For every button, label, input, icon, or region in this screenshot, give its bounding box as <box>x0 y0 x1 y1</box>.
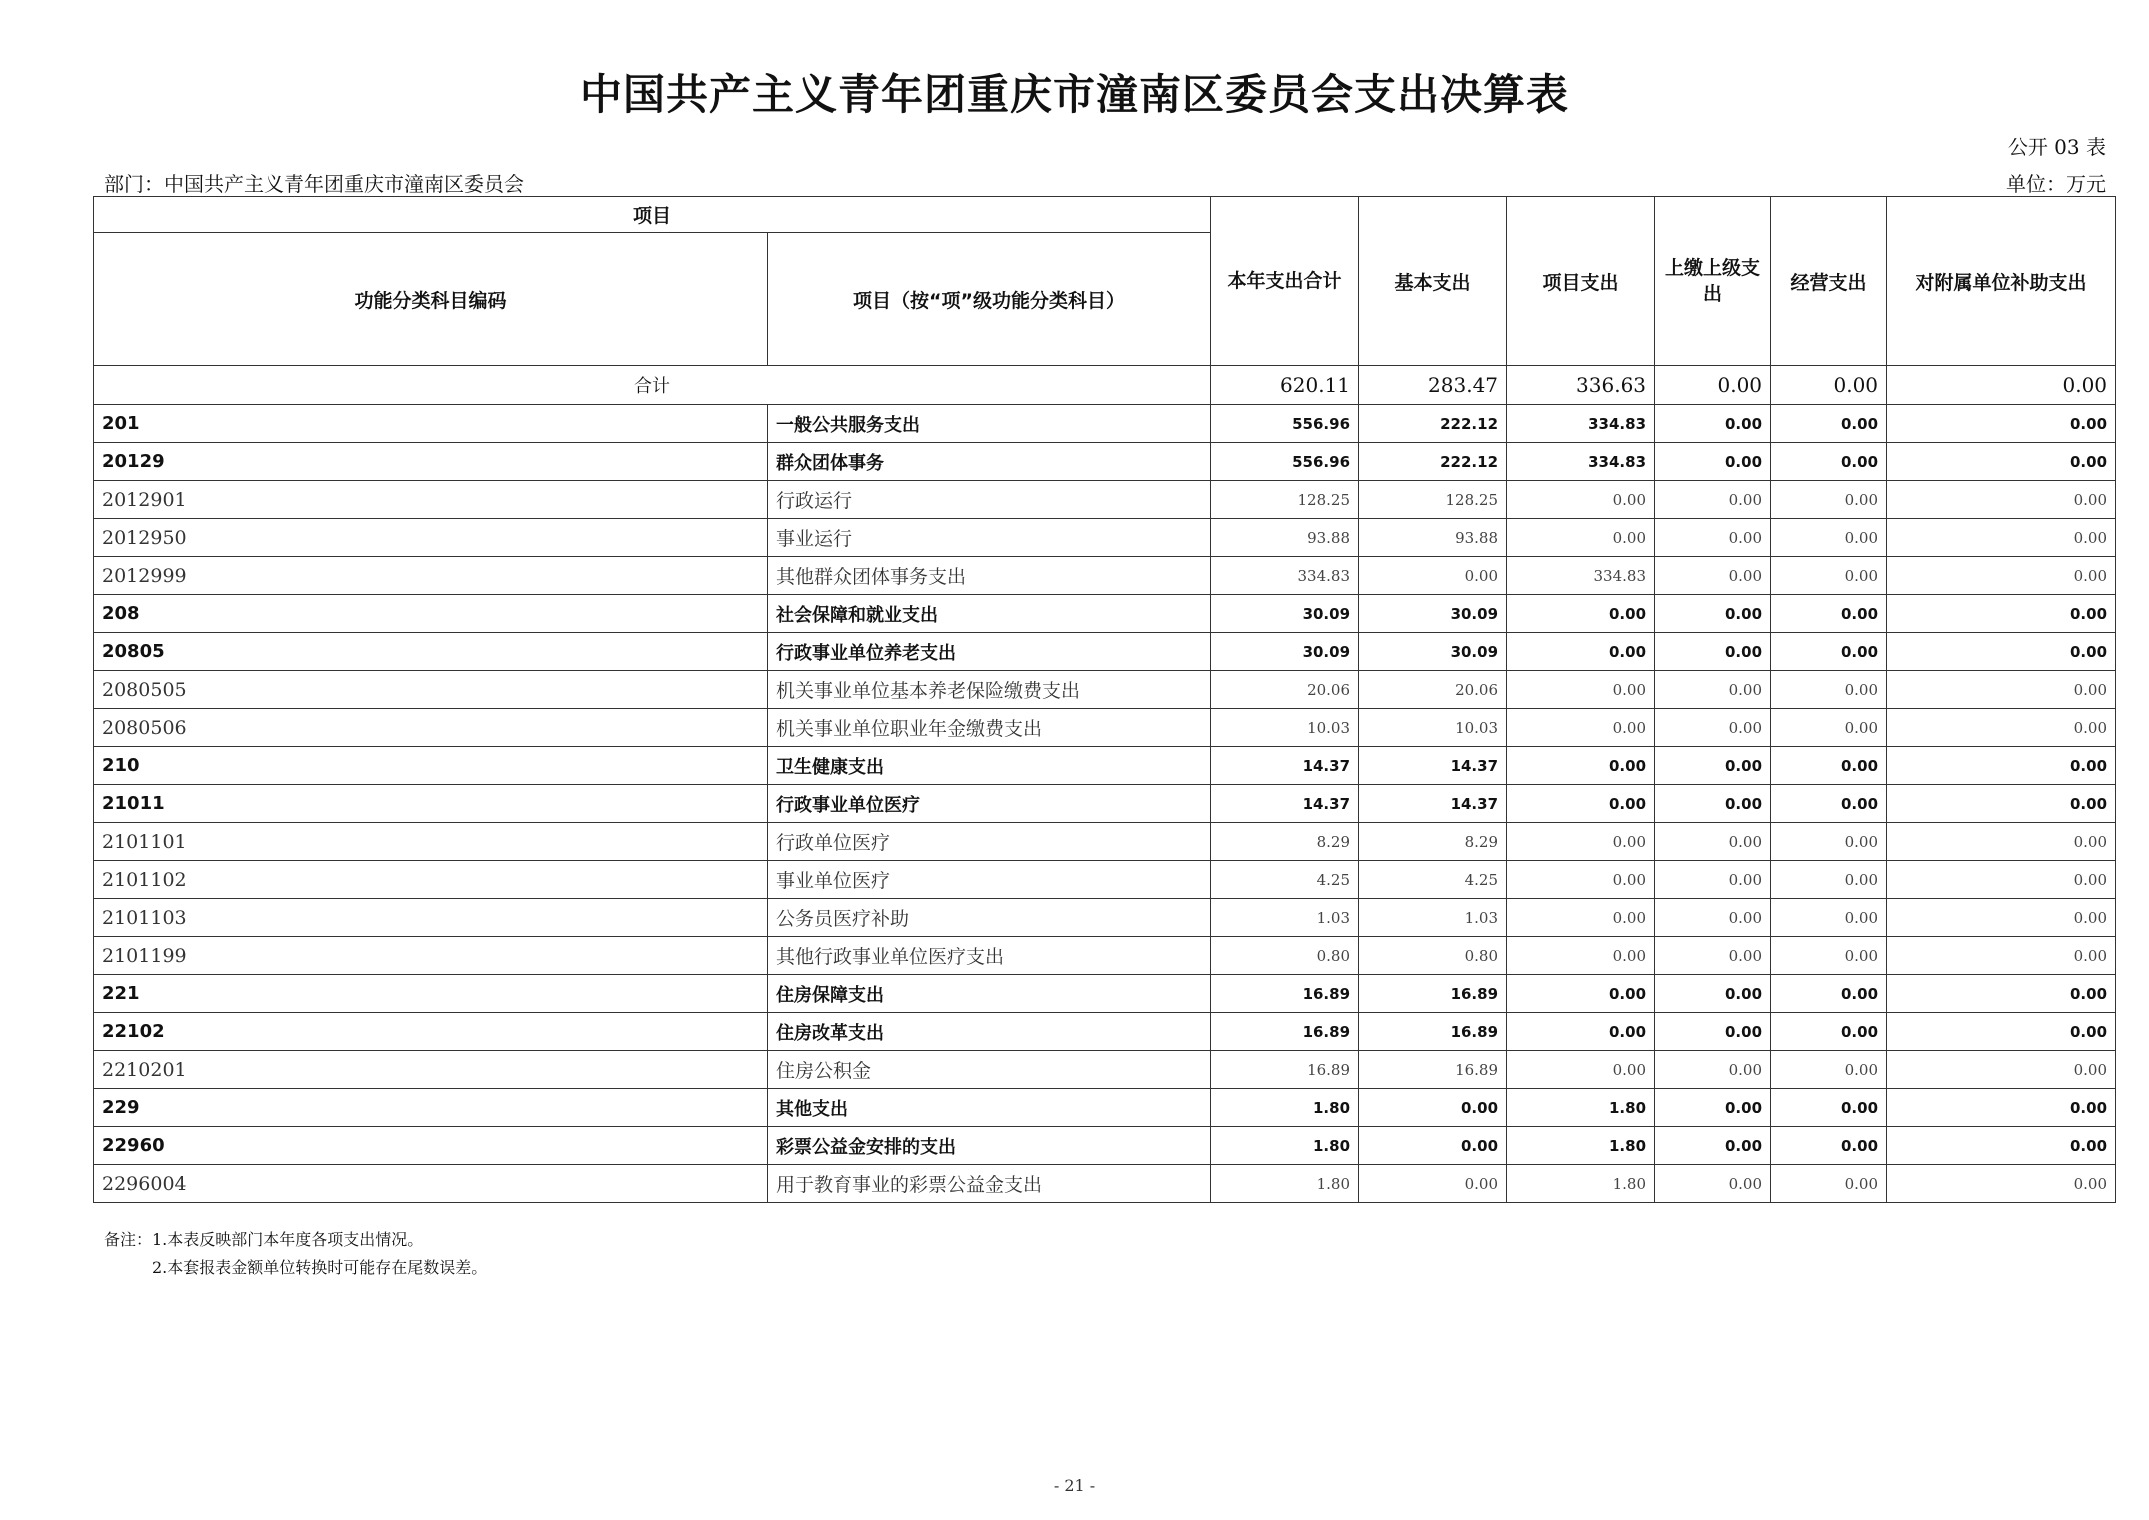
table-row <box>94 633 2116 671</box>
row-value: 0.00 <box>1507 899 1655 937</box>
row-value: 0.00 <box>1655 1089 1771 1127</box>
total-value: 283.47 <box>1359 366 1507 405</box>
row-value: 334.83 <box>1211 557 1359 595</box>
row-code: 2012901 <box>94 481 768 519</box>
row-name: 住房公积金 <box>768 1051 1211 1089</box>
table-row <box>94 671 2116 709</box>
row-value: 0.00 <box>1655 405 1771 443</box>
row-value: 0.00 <box>1771 1013 1887 1051</box>
row-value: 0.00 <box>1507 823 1655 861</box>
row-value: 0.00 <box>1359 557 1507 595</box>
row-value: 334.83 <box>1507 405 1655 443</box>
row-value: 8.29 <box>1359 823 1507 861</box>
row-value: 0.00 <box>1771 633 1887 671</box>
row-value: 334.83 <box>1507 557 1655 595</box>
total-value: 0.00 <box>1887 366 2116 405</box>
row-name: 事业运行 <box>768 519 1211 557</box>
row-value: 0.00 <box>1887 633 2116 671</box>
row-value: 0.00 <box>1507 1051 1655 1089</box>
row-value: 20.06 <box>1359 671 1507 709</box>
row-value: 0.00 <box>1771 1089 1887 1127</box>
row-name: 行政运行 <box>768 481 1211 519</box>
row-value: 0.00 <box>1655 709 1771 747</box>
expenditure-table <box>93 196 2116 1203</box>
row-name: 其他群众团体事务支出 <box>768 557 1211 595</box>
row-value: 0.00 <box>1655 481 1771 519</box>
total-value: 336.63 <box>1507 366 1655 405</box>
row-value: 1.80 <box>1507 1127 1655 1165</box>
table-row <box>94 975 2116 1013</box>
row-value: 0.00 <box>1771 861 1887 899</box>
row-value: 0.00 <box>1771 823 1887 861</box>
row-code: 20805 <box>94 633 768 671</box>
table-row <box>94 861 2116 899</box>
row-value: 0.00 <box>1887 747 2116 785</box>
row-value: 0.00 <box>1887 443 2116 481</box>
row-value: 16.89 <box>1211 1051 1359 1089</box>
row-value: 0.00 <box>1655 443 1771 481</box>
row-value: 0.00 <box>1655 747 1771 785</box>
row-value: 4.25 <box>1359 861 1507 899</box>
row-value: 0.00 <box>1887 671 2116 709</box>
row-value: 1.80 <box>1211 1089 1359 1127</box>
header-upper: 上缴上级支出 <box>1655 197 1771 366</box>
row-value: 0.00 <box>1507 1013 1655 1051</box>
row-value: 0.00 <box>1771 405 1887 443</box>
table-row <box>94 785 2116 823</box>
row-value: 0.00 <box>1771 899 1887 937</box>
row-value: 30.09 <box>1211 595 1359 633</box>
row-value: 16.89 <box>1359 1013 1507 1051</box>
row-value: 8.29 <box>1211 823 1359 861</box>
row-name: 行政事业单位养老支出 <box>768 633 1211 671</box>
row-name: 用于教育事业的彩票公益金支出 <box>768 1165 1211 1203</box>
header-code: 功能分类科目编码 <box>94 233 768 366</box>
row-value: 0.00 <box>1507 671 1655 709</box>
row-value: 1.03 <box>1359 899 1507 937</box>
row-code: 201 <box>94 405 768 443</box>
row-name: 公务员医疗补助 <box>768 899 1211 937</box>
row-value: 0.00 <box>1887 937 2116 975</box>
row-value: 0.00 <box>1771 1127 1887 1165</box>
row-value: 0.00 <box>1771 481 1887 519</box>
table-row <box>94 557 2116 595</box>
row-code: 2101102 <box>94 861 768 899</box>
row-code: 2296004 <box>94 1165 768 1203</box>
row-name: 行政单位医疗 <box>768 823 1211 861</box>
row-code: 2080506 <box>94 709 768 747</box>
row-value: 0.00 <box>1655 519 1771 557</box>
row-value: 0.00 <box>1655 1051 1771 1089</box>
row-value: 0.00 <box>1887 1051 2116 1089</box>
row-value: 0.00 <box>1655 1127 1771 1165</box>
unit-label: 单位：万元 <box>2006 172 2106 196</box>
row-name: 社会保障和就业支出 <box>768 595 1211 633</box>
row-value: 0.00 <box>1771 1165 1887 1203</box>
table-row <box>94 443 2116 481</box>
row-value: 0.00 <box>1507 633 1655 671</box>
row-value: 14.37 <box>1359 747 1507 785</box>
table-row <box>94 823 2116 861</box>
total-value: 0.00 <box>1655 366 1771 405</box>
notes <box>104 1226 487 1282</box>
row-name: 事业单位医疗 <box>768 861 1211 899</box>
row-value: 0.00 <box>1771 443 1887 481</box>
row-value: 30.09 <box>1359 595 1507 633</box>
table-row <box>94 595 2116 633</box>
row-name: 行政事业单位医疗 <box>768 785 1211 823</box>
row-code: 20129 <box>94 443 768 481</box>
row-value: 0.00 <box>1507 861 1655 899</box>
row-value: 0.00 <box>1771 975 1887 1013</box>
row-value: 0.00 <box>1655 1013 1771 1051</box>
row-value: 334.83 <box>1507 443 1655 481</box>
total-row <box>94 366 2116 405</box>
row-value: 0.00 <box>1771 1051 1887 1089</box>
row-value: 0.00 <box>1507 595 1655 633</box>
row-name: 一般公共服务支出 <box>768 405 1211 443</box>
form-number: 公开 03 表 <box>2007 135 2106 159</box>
row-value: 0.00 <box>1771 785 1887 823</box>
row-value: 1.80 <box>1507 1089 1655 1127</box>
row-code: 2210201 <box>94 1051 768 1089</box>
row-value: 10.03 <box>1359 709 1507 747</box>
row-code: 229 <box>94 1089 768 1127</box>
row-code: 2012950 <box>94 519 768 557</box>
department-label: 部门：中国共产主义青年团重庆市潼南区委员会 <box>104 172 524 196</box>
row-value: 0.00 <box>1655 595 1771 633</box>
row-name: 其他支出 <box>768 1089 1211 1127</box>
row-value: 0.00 <box>1771 671 1887 709</box>
row-value: 0.00 <box>1655 785 1771 823</box>
row-value: 128.25 <box>1359 481 1507 519</box>
row-code: 21011 <box>94 785 768 823</box>
row-name: 其他行政事业单位医疗支出 <box>768 937 1211 975</box>
row-value: 0.00 <box>1887 899 2116 937</box>
row-value: 0.00 <box>1887 1013 2116 1051</box>
header-subsidy: 对附属单位补助支出 <box>1887 197 2116 366</box>
total-value: 620.11 <box>1211 366 1359 405</box>
row-value: 0.00 <box>1887 823 2116 861</box>
row-value: 14.37 <box>1359 785 1507 823</box>
row-value: 1.80 <box>1211 1127 1359 1165</box>
row-value: 0.00 <box>1507 975 1655 1013</box>
row-value: 14.37 <box>1211 785 1359 823</box>
row-code: 2101101 <box>94 823 768 861</box>
table-row <box>94 519 2116 557</box>
row-value: 0.00 <box>1887 1089 2116 1127</box>
row-value: 0.00 <box>1771 595 1887 633</box>
row-value: 0.00 <box>1359 1127 1507 1165</box>
row-value: 0.00 <box>1359 1089 1507 1127</box>
table-row <box>94 481 2116 519</box>
row-value: 16.89 <box>1359 1051 1507 1089</box>
row-value: 0.00 <box>1887 519 2116 557</box>
table-row <box>94 899 2116 937</box>
table-row <box>94 1089 2116 1127</box>
row-value: 0.00 <box>1887 481 2116 519</box>
row-value: 16.89 <box>1211 1013 1359 1051</box>
row-code: 22960 <box>94 1127 768 1165</box>
row-value: 0.00 <box>1655 633 1771 671</box>
row-code: 2080505 <box>94 671 768 709</box>
row-code: 2012999 <box>94 557 768 595</box>
table-row <box>94 1051 2116 1089</box>
row-value: 16.89 <box>1359 975 1507 1013</box>
row-value: 0.00 <box>1887 861 2116 899</box>
row-value: 556.96 <box>1211 405 1359 443</box>
table-row <box>94 709 2116 747</box>
row-value: 0.00 <box>1655 975 1771 1013</box>
row-value: 93.88 <box>1359 519 1507 557</box>
header-total: 本年支出合计 <box>1211 197 1359 366</box>
row-value: 0.00 <box>1655 557 1771 595</box>
header-name: 项目（按“项”级功能分类科目） <box>768 233 1211 366</box>
row-value: 93.88 <box>1211 519 1359 557</box>
row-code: 2101103 <box>94 899 768 937</box>
row-value: 0.00 <box>1655 899 1771 937</box>
row-code: 208 <box>94 595 768 633</box>
row-value: 0.00 <box>1887 1165 2116 1203</box>
row-value: 0.00 <box>1887 975 2116 1013</box>
table-row <box>94 1127 2116 1165</box>
page-number: - 21 - <box>1053 1476 1096 1495</box>
row-name: 机关事业单位职业年金缴费支出 <box>768 709 1211 747</box>
row-value: 0.00 <box>1887 785 2116 823</box>
row-value: 0.00 <box>1507 481 1655 519</box>
row-value: 0.00 <box>1771 519 1887 557</box>
row-value: 0.00 <box>1887 405 2116 443</box>
row-value: 0.00 <box>1507 747 1655 785</box>
row-value: 0.00 <box>1771 709 1887 747</box>
row-value: 30.09 <box>1211 633 1359 671</box>
row-name: 卫生健康支出 <box>768 747 1211 785</box>
row-name: 群众团体事务 <box>768 443 1211 481</box>
row-value: 0.00 <box>1507 519 1655 557</box>
row-value: 0.80 <box>1359 937 1507 975</box>
row-value: 16.89 <box>1211 975 1359 1013</box>
row-value: 0.00 <box>1655 1165 1771 1203</box>
row-value: 0.00 <box>1771 747 1887 785</box>
row-value: 0.00 <box>1507 785 1655 823</box>
note-2: 2.本套报表金额单位转换时可能存在尾数误差。 <box>152 1258 488 1277</box>
row-value: 1.80 <box>1211 1165 1359 1203</box>
row-value: 0.00 <box>1507 709 1655 747</box>
row-value: 0.00 <box>1887 709 2116 747</box>
row-value: 0.00 <box>1655 937 1771 975</box>
total-label: 合计 <box>94 366 1211 405</box>
header-operating: 经营支出 <box>1771 197 1887 366</box>
row-value: 0.00 <box>1771 937 1887 975</box>
header-project: 项目 <box>94 197 1211 233</box>
total-value: 0.00 <box>1771 366 1887 405</box>
row-value: 30.09 <box>1359 633 1507 671</box>
row-value: 0.00 <box>1359 1165 1507 1203</box>
row-code: 2101199 <box>94 937 768 975</box>
row-value: 1.80 <box>1507 1165 1655 1203</box>
row-value: 0.00 <box>1655 671 1771 709</box>
row-value: 128.25 <box>1211 481 1359 519</box>
table-row <box>94 937 2116 975</box>
row-value: 0.00 <box>1771 557 1887 595</box>
row-code: 221 <box>94 975 768 1013</box>
table-row <box>94 1165 2116 1203</box>
row-value: 0.00 <box>1655 823 1771 861</box>
row-value: 0.00 <box>1887 1127 2116 1165</box>
row-value: 0.00 <box>1887 595 2116 633</box>
row-value: 4.25 <box>1211 861 1359 899</box>
row-value: 1.03 <box>1211 899 1359 937</box>
row-value: 20.06 <box>1211 671 1359 709</box>
header-project-expenditure: 项目支出 <box>1507 197 1655 366</box>
row-value: 0.00 <box>1507 937 1655 975</box>
row-name: 机关事业单位基本养老保险缴费支出 <box>768 671 1211 709</box>
row-value: 0.80 <box>1211 937 1359 975</box>
row-name: 住房保障支出 <box>768 975 1211 1013</box>
table-row <box>94 1013 2116 1051</box>
table-row <box>94 405 2116 443</box>
row-value: 0.00 <box>1887 557 2116 595</box>
row-value: 222.12 <box>1359 443 1507 481</box>
row-name: 彩票公益金安排的支出 <box>768 1127 1211 1165</box>
row-name: 住房改革支出 <box>768 1013 1211 1051</box>
header-basic: 基本支出 <box>1359 197 1507 366</box>
row-value: 0.00 <box>1655 861 1771 899</box>
row-code: 22102 <box>94 1013 768 1051</box>
row-code: 210 <box>94 747 768 785</box>
row-value: 10.03 <box>1211 709 1359 747</box>
row-value: 14.37 <box>1211 747 1359 785</box>
row-value: 222.12 <box>1359 405 1507 443</box>
table-row <box>94 747 2116 785</box>
page-title: 中国共产主义青年团重庆市潼南区委员会支出决算表 <box>579 70 1569 119</box>
note-1: 备注：1.本表反映部门本年度各项支出情况。 <box>104 1230 424 1249</box>
row-value: 556.96 <box>1211 443 1359 481</box>
